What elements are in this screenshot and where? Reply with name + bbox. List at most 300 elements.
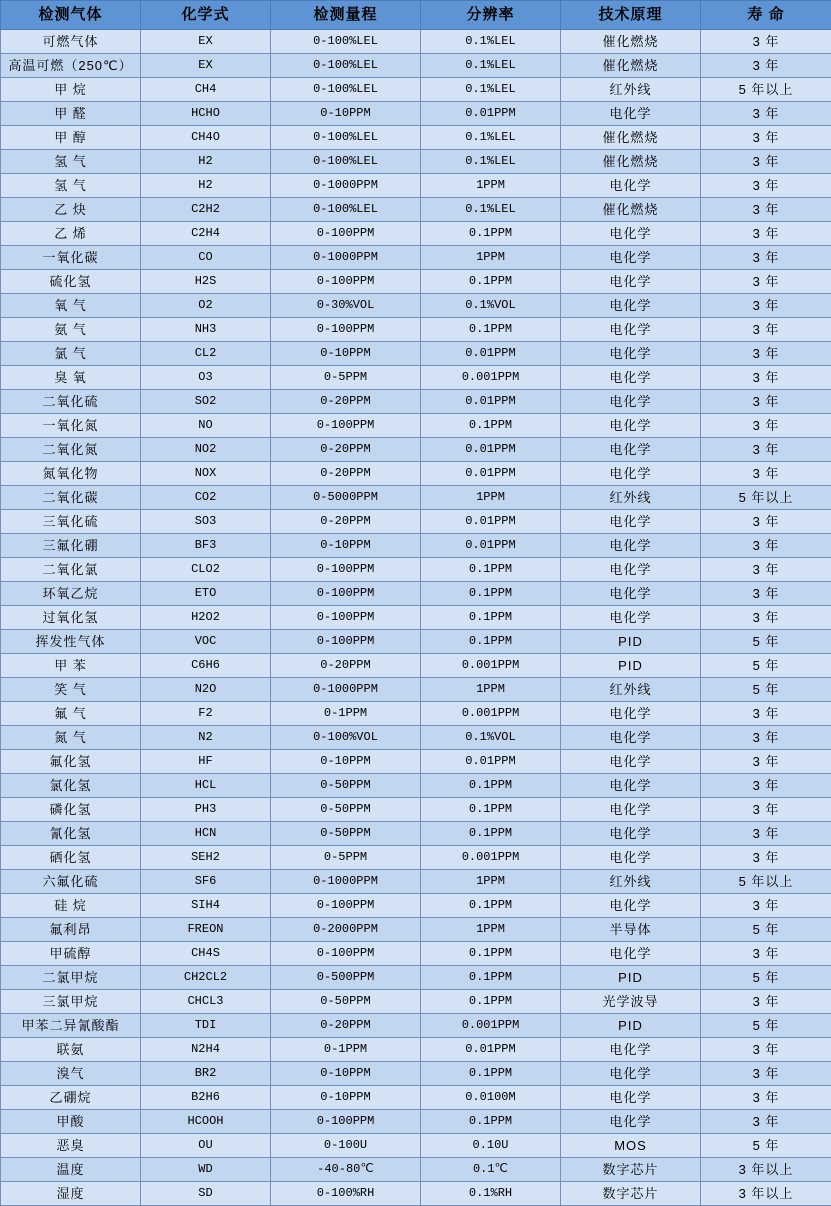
cell-resolution: 0.1PPM [421, 558, 561, 582]
cell-lifetime: 3 年 [701, 750, 831, 774]
table-row [1, 558, 831, 582]
cell-formula: EX [141, 54, 271, 78]
cell-gas: 二氧化碳 [1, 486, 141, 510]
cell-gas: 恶臭 [1, 1134, 141, 1158]
cell-technology: 红外线 [561, 870, 701, 894]
table-row [1, 678, 831, 702]
table-row [1, 894, 831, 918]
cell-resolution: 1PPM [421, 678, 561, 702]
cell-gas: 二氧化硫 [1, 390, 141, 414]
cell-technology: 电化学 [561, 342, 701, 366]
cell-resolution: 0.1PPM [421, 966, 561, 990]
cell-lifetime: 3 年 [701, 414, 831, 438]
cell-technology: 电化学 [561, 558, 701, 582]
cell-range: 0-100PPM [271, 558, 421, 582]
cell-lifetime: 3 年 [701, 102, 831, 126]
cell-gas: 三氧化硫 [1, 510, 141, 534]
cell-gas: 三氟化硼 [1, 534, 141, 558]
cell-range: 0-100PPM [271, 630, 421, 654]
cell-lifetime: 3 年 [701, 294, 831, 318]
cell-formula: HCL [141, 774, 271, 798]
cell-range: 0-100%RH [271, 1182, 421, 1206]
cell-lifetime: 3 年 [701, 342, 831, 366]
cell-resolution: 0.001PPM [421, 366, 561, 390]
cell-formula: CH2CL2 [141, 966, 271, 990]
table-row [1, 438, 831, 462]
table-row [1, 606, 831, 630]
cell-resolution: 0.1%LEL [421, 54, 561, 78]
cell-lifetime: 3 年 [701, 222, 831, 246]
cell-formula: VOC [141, 630, 271, 654]
cell-resolution: 0.1%RH [421, 1182, 561, 1206]
cell-range: 0-100%VOL [271, 726, 421, 750]
cell-resolution: 0.1%VOL [421, 726, 561, 750]
table-row [1, 798, 831, 822]
table-row [1, 1182, 831, 1206]
cell-range: 0-500PPM [271, 966, 421, 990]
cell-range: 0-100%LEL [271, 30, 421, 54]
table-row [1, 846, 831, 870]
cell-gas: 乙 烯 [1, 222, 141, 246]
cell-gas: 氨 气 [1, 318, 141, 342]
table-row [1, 486, 831, 510]
cell-gas: 溴气 [1, 1062, 141, 1086]
cell-gas: 湿度 [1, 1182, 141, 1206]
cell-technology: 电化学 [561, 174, 701, 198]
cell-lifetime: 3 年 [701, 438, 831, 462]
cell-formula: B2H6 [141, 1086, 271, 1110]
table-row [1, 822, 831, 846]
cell-technology: 电化学 [561, 270, 701, 294]
cell-lifetime: 3 年 [701, 54, 831, 78]
cell-range: 0-20PPM [271, 1014, 421, 1038]
cell-gas: 环氧乙烷 [1, 582, 141, 606]
cell-lifetime: 3 年 [701, 390, 831, 414]
cell-technology: 半导体 [561, 918, 701, 942]
cell-technology: 电化学 [561, 846, 701, 870]
cell-formula: O2 [141, 294, 271, 318]
cell-gas: 氰化氢 [1, 822, 141, 846]
cell-gas: 过氧化氢 [1, 606, 141, 630]
cell-range: 0-5PPM [271, 366, 421, 390]
cell-lifetime: 3 年 [701, 606, 831, 630]
cell-range: 0-100%LEL [271, 126, 421, 150]
table-row [1, 390, 831, 414]
table-row [1, 222, 831, 246]
cell-resolution: 0.01PPM [421, 390, 561, 414]
cell-range: 0-50PPM [271, 798, 421, 822]
cell-formula: N2H4 [141, 1038, 271, 1062]
column-header-range: 检测量程 [271, 1, 421, 30]
cell-resolution: 0.01PPM [421, 510, 561, 534]
cell-gas: 氟利昂 [1, 918, 141, 942]
cell-technology: 电化学 [561, 102, 701, 126]
cell-formula: TDI [141, 1014, 271, 1038]
cell-formula: CH4S [141, 942, 271, 966]
cell-gas: 氢 气 [1, 174, 141, 198]
table-row [1, 702, 831, 726]
cell-resolution: 0.1PPM [421, 798, 561, 822]
cell-formula: BR2 [141, 1062, 271, 1086]
cell-range: 0-100PPM [271, 942, 421, 966]
cell-lifetime: 3 年以上 [701, 1158, 831, 1182]
cell-formula: CH4 [141, 78, 271, 102]
cell-resolution: 0.1%LEL [421, 78, 561, 102]
cell-range: 0-50PPM [271, 822, 421, 846]
cell-resolution: 0.1PPM [421, 1110, 561, 1134]
cell-resolution: 0.0100M [421, 1086, 561, 1110]
cell-formula: SF6 [141, 870, 271, 894]
cell-range: 0-10PPM [271, 342, 421, 366]
cell-gas: 氢 气 [1, 150, 141, 174]
cell-formula: HCOOH [141, 1110, 271, 1134]
cell-technology: PID [561, 630, 701, 654]
cell-range: 0-100%LEL [271, 150, 421, 174]
cell-lifetime: 3 年 [701, 1038, 831, 1062]
cell-technology: 电化学 [561, 1110, 701, 1134]
cell-range: 0-20PPM [271, 438, 421, 462]
table-row [1, 246, 831, 270]
table-row [1, 870, 831, 894]
cell-range: 0-2000PPM [271, 918, 421, 942]
cell-resolution: 1PPM [421, 870, 561, 894]
cell-technology: 电化学 [561, 942, 701, 966]
table-row [1, 726, 831, 750]
cell-lifetime: 3 年 [701, 126, 831, 150]
cell-gas: 氟 气 [1, 702, 141, 726]
cell-lifetime: 5 年 [701, 1134, 831, 1158]
cell-formula: C6H6 [141, 654, 271, 678]
cell-formula: C2H2 [141, 198, 271, 222]
cell-formula: CH4O [141, 126, 271, 150]
table-row [1, 30, 831, 54]
cell-formula: H2O2 [141, 606, 271, 630]
cell-gas: 甲 苯 [1, 654, 141, 678]
cell-formula: CO2 [141, 486, 271, 510]
table-row [1, 150, 831, 174]
cell-resolution: 0.1%VOL [421, 294, 561, 318]
cell-formula: CHCL3 [141, 990, 271, 1014]
cell-resolution: 0.1PPM [421, 318, 561, 342]
table-row [1, 966, 831, 990]
cell-range: 0-100PPM [271, 414, 421, 438]
cell-technology: 电化学 [561, 822, 701, 846]
cell-formula: HCHO [141, 102, 271, 126]
cell-resolution: 0.001PPM [421, 702, 561, 726]
column-header-technology: 技术原理 [561, 1, 701, 30]
cell-technology: 催化燃烧 [561, 54, 701, 78]
cell-formula: OU [141, 1134, 271, 1158]
column-header-lifetime: 寿 命 [701, 1, 831, 30]
cell-formula: PH3 [141, 798, 271, 822]
cell-range: 0-50PPM [271, 990, 421, 1014]
cell-resolution: 0.1PPM [421, 1062, 561, 1086]
cell-resolution: 0.01PPM [421, 438, 561, 462]
table-row [1, 1086, 831, 1110]
cell-gas: 甲 烷 [1, 78, 141, 102]
table-row [1, 126, 831, 150]
cell-resolution: 1PPM [421, 486, 561, 510]
cell-formula: WD [141, 1158, 271, 1182]
table-row [1, 342, 831, 366]
cell-lifetime: 3 年 [701, 726, 831, 750]
cell-technology: 电化学 [561, 798, 701, 822]
cell-lifetime: 3 年 [701, 246, 831, 270]
cell-gas: 笑 气 [1, 678, 141, 702]
cell-lifetime: 3 年 [701, 534, 831, 558]
cell-lifetime: 3 年 [701, 1110, 831, 1134]
cell-technology: 催化燃烧 [561, 126, 701, 150]
cell-technology: 电化学 [561, 438, 701, 462]
cell-lifetime: 5 年以上 [701, 78, 831, 102]
cell-formula: ETO [141, 582, 271, 606]
cell-resolution: 0.01PPM [421, 1038, 561, 1062]
cell-resolution: 0.001PPM [421, 654, 561, 678]
cell-range: 0-20PPM [271, 390, 421, 414]
cell-gas: 乙硼烷 [1, 1086, 141, 1110]
cell-lifetime: 3 年 [701, 270, 831, 294]
cell-gas: 温度 [1, 1158, 141, 1182]
cell-formula: H2 [141, 150, 271, 174]
cell-gas: 磷化氢 [1, 798, 141, 822]
table-row [1, 750, 831, 774]
cell-technology: 电化学 [561, 462, 701, 486]
table-header [1, 1, 831, 30]
cell-lifetime: 3 年 [701, 894, 831, 918]
column-header-formula: 化学式 [141, 1, 271, 30]
cell-resolution: 0.1PPM [421, 630, 561, 654]
cell-technology: 电化学 [561, 582, 701, 606]
cell-gas: 硒化氢 [1, 846, 141, 870]
table-row [1, 942, 831, 966]
cell-technology: 电化学 [561, 390, 701, 414]
cell-formula: NH3 [141, 318, 271, 342]
table-row [1, 414, 831, 438]
cell-range: 0-100PPM [271, 222, 421, 246]
cell-formula: C2H4 [141, 222, 271, 246]
cell-formula: N2O [141, 678, 271, 702]
column-header-resolution: 分辨率 [421, 1, 561, 30]
cell-technology: 电化学 [561, 774, 701, 798]
cell-gas: 甲 醇 [1, 126, 141, 150]
cell-range: 0-30%VOL [271, 294, 421, 318]
cell-gas: 臭 氧 [1, 366, 141, 390]
cell-lifetime: 3 年 [701, 1062, 831, 1086]
cell-technology: 电化学 [561, 294, 701, 318]
cell-gas: 联氨 [1, 1038, 141, 1062]
table-row [1, 270, 831, 294]
cell-formula: CL2 [141, 342, 271, 366]
table-row [1, 630, 831, 654]
cell-formula: SD [141, 1182, 271, 1206]
cell-range: 0-5000PPM [271, 486, 421, 510]
cell-gas: 氧 气 [1, 294, 141, 318]
cell-resolution: 0.1PPM [421, 774, 561, 798]
cell-formula: CLO2 [141, 558, 271, 582]
cell-resolution: 0.1%LEL [421, 198, 561, 222]
cell-resolution: 0.01PPM [421, 534, 561, 558]
cell-technology: MOS [561, 1134, 701, 1158]
cell-gas: 二氯甲烷 [1, 966, 141, 990]
cell-resolution: 0.1PPM [421, 822, 561, 846]
cell-range: 0-20PPM [271, 654, 421, 678]
cell-technology: PID [561, 966, 701, 990]
table-row [1, 78, 831, 102]
cell-gas: 高温可燃（250℃） [1, 54, 141, 78]
cell-lifetime: 3 年 [701, 174, 831, 198]
cell-gas: 一氧化氮 [1, 414, 141, 438]
cell-resolution: 0.1PPM [421, 414, 561, 438]
cell-range: 0-100%LEL [271, 78, 421, 102]
cell-lifetime: 3 年 [701, 510, 831, 534]
table-row [1, 654, 831, 678]
cell-resolution: 1PPM [421, 918, 561, 942]
table-row [1, 1038, 831, 1062]
cell-technology: PID [561, 654, 701, 678]
cell-technology: 催化燃烧 [561, 150, 701, 174]
cell-formula: H2 [141, 174, 271, 198]
table-row [1, 102, 831, 126]
cell-gas: 甲 醛 [1, 102, 141, 126]
cell-resolution: 0.01PPM [421, 462, 561, 486]
cell-technology: 电化学 [561, 318, 701, 342]
table-row [1, 534, 831, 558]
cell-lifetime: 3 年 [701, 1086, 831, 1110]
cell-lifetime: 3 年 [701, 558, 831, 582]
cell-resolution: 0.1%LEL [421, 126, 561, 150]
cell-formula: HCN [141, 822, 271, 846]
cell-resolution: 0.10U [421, 1134, 561, 1158]
cell-gas: 氯化氢 [1, 774, 141, 798]
cell-range: 0-100PPM [271, 582, 421, 606]
cell-range: 0-100PPM [271, 318, 421, 342]
cell-gas: 氮 气 [1, 726, 141, 750]
cell-lifetime: 5 年以上 [701, 870, 831, 894]
cell-gas: 氮氧化物 [1, 462, 141, 486]
cell-range: 0-100PPM [271, 606, 421, 630]
cell-formula: CO [141, 246, 271, 270]
cell-lifetime: 5 年 [701, 966, 831, 990]
cell-lifetime: 5 年 [701, 678, 831, 702]
cell-formula: BF3 [141, 534, 271, 558]
cell-technology: 电化学 [561, 894, 701, 918]
cell-technology: 光学波导 [561, 990, 701, 1014]
cell-technology: PID [561, 1014, 701, 1038]
cell-lifetime: 5 年 [701, 654, 831, 678]
cell-lifetime: 3 年 [701, 30, 831, 54]
cell-lifetime: 5 年 [701, 918, 831, 942]
cell-lifetime: 3 年 [701, 990, 831, 1014]
cell-lifetime: 3 年 [701, 846, 831, 870]
cell-gas: 硅 烷 [1, 894, 141, 918]
cell-formula: FREON [141, 918, 271, 942]
table-row [1, 918, 831, 942]
cell-range: 0-100PPM [271, 270, 421, 294]
cell-resolution: 0.1PPM [421, 942, 561, 966]
cell-lifetime: 3 年 [701, 150, 831, 174]
cell-gas: 挥发性气体 [1, 630, 141, 654]
cell-resolution: 0.1%LEL [421, 150, 561, 174]
cell-range: 0-1000PPM [271, 174, 421, 198]
cell-resolution: 1PPM [421, 246, 561, 270]
cell-resolution: 0.001PPM [421, 846, 561, 870]
cell-formula: SO3 [141, 510, 271, 534]
cell-technology: 红外线 [561, 486, 701, 510]
table-row [1, 294, 831, 318]
table-row [1, 174, 831, 198]
cell-technology: 电化学 [561, 246, 701, 270]
cell-resolution: 0.1℃ [421, 1158, 561, 1182]
cell-formula: EX [141, 30, 271, 54]
cell-lifetime: 5 年 [701, 1014, 831, 1038]
cell-lifetime: 5 年 [701, 630, 831, 654]
cell-technology: 数字芯片 [561, 1158, 701, 1182]
cell-lifetime: 3 年 [701, 462, 831, 486]
cell-range: 0-10PPM [271, 1062, 421, 1086]
table-row [1, 1158, 831, 1182]
cell-gas: 甲酸 [1, 1110, 141, 1134]
cell-gas: 硫化氢 [1, 270, 141, 294]
cell-formula: HF [141, 750, 271, 774]
table-body [1, 30, 831, 1206]
cell-technology: 催化燃烧 [561, 198, 701, 222]
table-row [1, 582, 831, 606]
table-row [1, 198, 831, 222]
cell-formula: NOX [141, 462, 271, 486]
cell-technology: 电化学 [561, 414, 701, 438]
cell-range: 0-100%LEL [271, 198, 421, 222]
table-row [1, 318, 831, 342]
cell-range: 0-100%LEL [271, 54, 421, 78]
cell-resolution: 0.01PPM [421, 750, 561, 774]
cell-lifetime: 5 年以上 [701, 486, 831, 510]
table-row [1, 462, 831, 486]
cell-technology: 电化学 [561, 534, 701, 558]
cell-resolution: 1PPM [421, 174, 561, 198]
cell-resolution: 0.01PPM [421, 102, 561, 126]
cell-formula: O3 [141, 366, 271, 390]
cell-resolution: 0.1PPM [421, 894, 561, 918]
cell-technology: 电化学 [561, 606, 701, 630]
table-header-row [1, 1, 831, 30]
cell-formula: H2S [141, 270, 271, 294]
cell-range: 0-10PPM [271, 102, 421, 126]
cell-lifetime: 3 年 [701, 318, 831, 342]
cell-technology: 电化学 [561, 1062, 701, 1086]
cell-range: 0-1000PPM [271, 678, 421, 702]
cell-technology: 红外线 [561, 78, 701, 102]
column-header-gas: 检测气体 [1, 1, 141, 30]
cell-technology: 电化学 [561, 726, 701, 750]
cell-formula: F2 [141, 702, 271, 726]
cell-lifetime: 3 年 [701, 822, 831, 846]
cell-formula: NO [141, 414, 271, 438]
table-row [1, 1110, 831, 1134]
cell-range: 0-10PPM [271, 1086, 421, 1110]
cell-technology: 电化学 [561, 750, 701, 774]
cell-lifetime: 3 年以上 [701, 1182, 831, 1206]
cell-resolution: 0.1PPM [421, 990, 561, 1014]
cell-range: 0-1PPM [271, 1038, 421, 1062]
cell-technology: 数字芯片 [561, 1182, 701, 1206]
cell-gas: 一氧化碳 [1, 246, 141, 270]
table-row [1, 774, 831, 798]
cell-lifetime: 3 年 [701, 198, 831, 222]
table-row [1, 1014, 831, 1038]
cell-range: 0-100U [271, 1134, 421, 1158]
cell-gas: 二氧化氯 [1, 558, 141, 582]
cell-range: 0-5PPM [271, 846, 421, 870]
